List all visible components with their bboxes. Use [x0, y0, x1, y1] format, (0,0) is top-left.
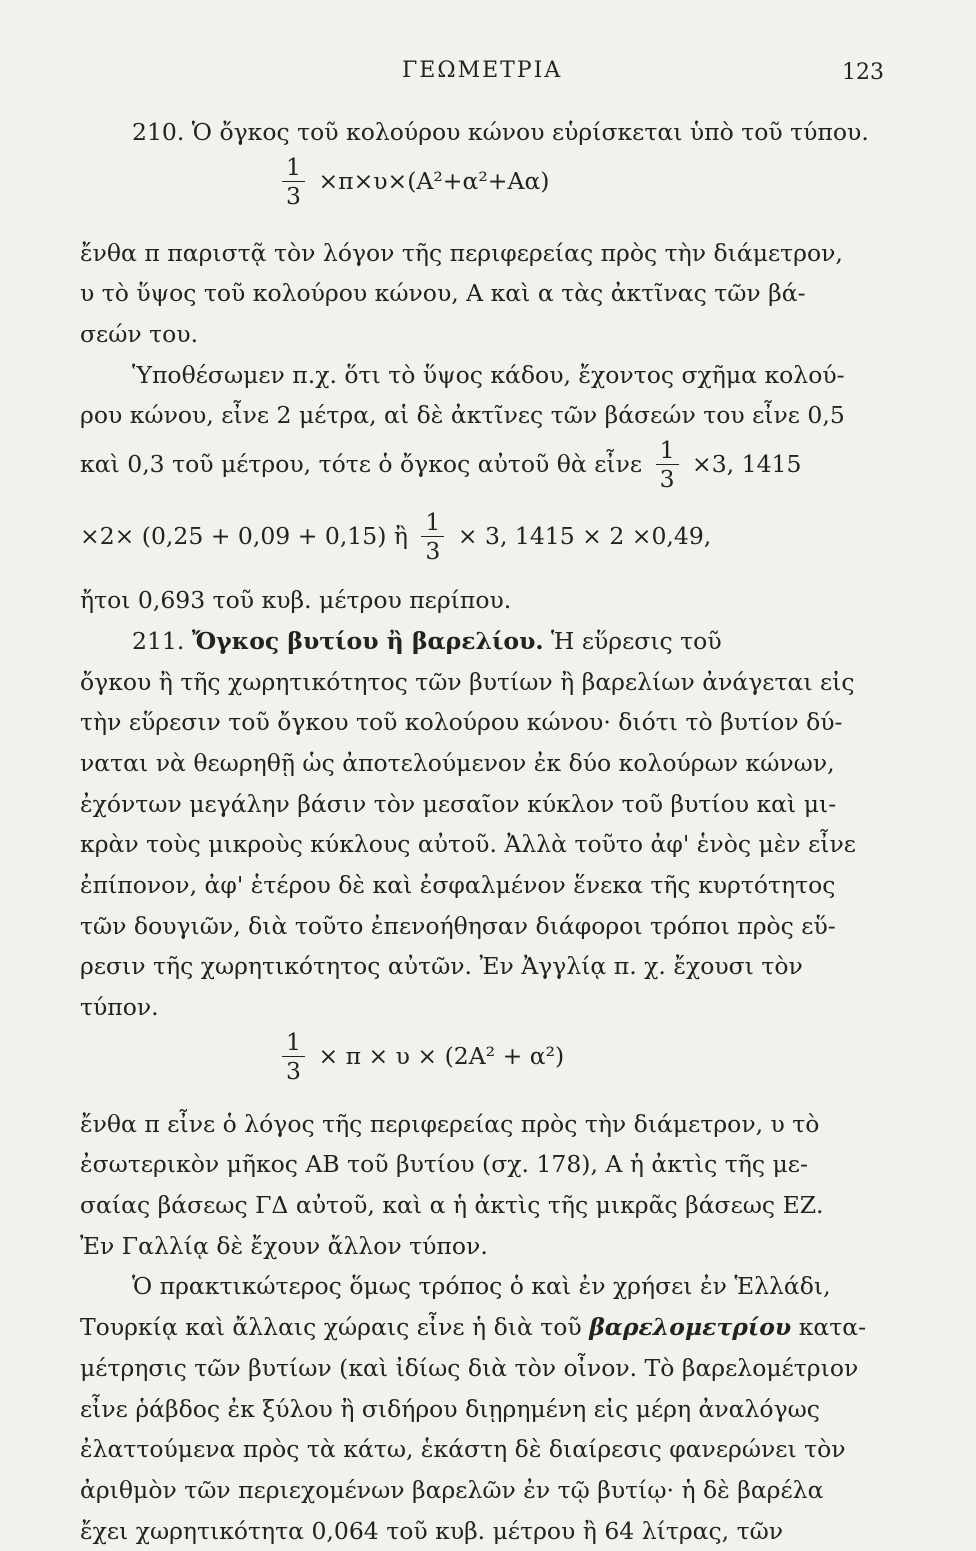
text-line: Ὑποθέσωμεν π.χ. ὅτι τὸ ὕψος κάδου, ἔχοντος σχῆμα κολού- — [132, 360, 845, 389]
text-line: σεών του. — [80, 320, 199, 349]
text-line: σαίας βάσεως ΓΔ αὐτοῦ, καὶ α ἡ ἀκτὶς τῆς μικρᾶς βάσεως ΕΖ. — [80, 1191, 824, 1220]
formula-expression: × π × υ × (2Α² + α²) — [318, 1041, 565, 1070]
text-line: υ τὸ ὕψος τοῦ κολούρου κώνου, Α καὶ α τὰς ἀκτῖνας τῶν βά- — [80, 279, 806, 308]
fraction-denominator: 3 — [286, 181, 301, 210]
text-line-with-fraction — [80, 436, 910, 508]
fraction-numerator: 1 — [421, 508, 444, 537]
text-segment: ×2× (0,25 + 0,09 + 0,15) ἢ — [80, 522, 408, 551]
section-heading-line — [80, 621, 910, 662]
text-segment: Τουρκίᾳ καὶ ἄλλαις χώραις εἶνε ἡ διὰ τοῦ — [80, 1313, 582, 1342]
text-line: ἔνθα π εἶνε ὁ λόγος τῆς περιφερείας πρὸς τὴν διάμετρον, υ τὸ — [80, 1109, 820, 1138]
page-header — [0, 58, 976, 88]
text-line: ρου κώνου, εἶνε 2 μέτρα, αἱ δὲ ἀκτῖνες τῶν βάσεών του εἶνε 0,5 — [80, 401, 845, 430]
text-segment: Ἡ εὕρεσις τοῦ — [551, 626, 722, 655]
emphasized-term: βαρελομετρίου — [589, 1313, 792, 1342]
fraction-numerator: 1 — [656, 436, 679, 465]
text-line: 210. Ὁ ὄγκος τοῦ κολούρου κώνου εὑρίσκεται ὑπὸ τοῦ τύπου. — [132, 118, 869, 146]
text-line: ἔνθα π παριστᾷ τὸν λόγον τῆς περιφερείας πρὸς τὴν διάμετρον, — [80, 238, 843, 267]
text-line: ναται νὰ θεωρηθῇ ὡς ἀποτελούμενον ἐκ δύο κολούρων κώνων, — [80, 748, 835, 777]
section-number: 211. — [132, 626, 185, 655]
text-segment: κατα- — [798, 1313, 867, 1342]
running-title: ΓΕΩΜΕΤΡΙΑ — [402, 58, 563, 83]
text-line: εἶνε ῥάβδος ἐκ ξύλου ἢ σιδήρου διῃρημένη εἰς μέρη ἀναλόγως — [80, 1394, 820, 1423]
formula-barrel-volume — [80, 1028, 910, 1104]
fraction-denominator: 3 — [659, 465, 675, 494]
text-line: ἐλαττούμενα πρὸς τὰ κάτω, ἑκάστη δὲ διαίρεσις φανερώνει τὸν — [80, 1435, 846, 1464]
fraction-denominator: 3 — [425, 537, 441, 566]
fraction-denominator: 3 — [286, 1056, 301, 1085]
text-line: τὴν εὕρεσιν τοῦ ὄγκου τοῦ κολούρου κώνου· διότι τὸ βυτίον δύ- — [80, 708, 843, 737]
text-line: τύπον. — [80, 993, 159, 1021]
text-line: ἐπίπονον, ἀφ' ἑτέρου δὲ καὶ ἐσφαλμένον ἕνεκα τῆς κυρτότητος — [80, 870, 836, 899]
fraction — [421, 508, 444, 565]
fraction-numerator: 1 — [282, 153, 305, 182]
text-line: ὄγκου ἢ τῆς χωρητικότητος τῶν βυτίων ἢ βαρελίων ἀνάγεται εἰς — [80, 667, 855, 696]
text-line: Ἐν Γαλλίᾳ δὲ ἔχουν ἄλλον τύπον. — [80, 1231, 488, 1260]
text-line: ἐσωτερικὸν μῆκος ΑΒ τοῦ βυτίου (σχ. 178), Α ἡ ἀκτὶς τῆς με- — [80, 1150, 808, 1179]
fraction — [656, 436, 679, 493]
text-line — [80, 1307, 910, 1348]
text-line: τῶν δουγιῶν, διὰ τοῦτο ἐπενοήθησαν διάφοροι τρόποι πρὸς εὕ- — [80, 911, 836, 940]
text-line: ἐχόντων μεγάλην βάσιν τὸν μεσαῖον κύκλον τοῦ βυτίου καὶ μι- — [80, 789, 837, 818]
text-line-with-fraction — [80, 508, 910, 580]
formula-frustum-volume — [80, 153, 910, 233]
section-title: Ὄγκος βυτίου ἢ βαρελίου. — [191, 626, 544, 655]
fraction-numerator: 1 — [282, 1028, 305, 1057]
text-line: Ὁ πρακτικώτερος ὅμως τρόπος ὁ καὶ ἐν χρήσει ἐν Ἑλλάδι, — [132, 1272, 831, 1301]
text-line: ἀριθμὸν τῶν περιεχομένων βαρελῶν ἐν τῷ βυτίῳ· ἡ δὲ βαρέλα — [80, 1475, 824, 1504]
text-segment: × 3, 1415 × 2 ×0,49, — [457, 522, 712, 551]
page-body — [80, 112, 910, 1551]
fraction — [282, 1028, 305, 1085]
fraction — [282, 153, 305, 210]
text-line: κρὰν τοὺς μικροὺς κύκλους αὐτοῦ. Ἀλλὰ τοῦτο ἀφ' ἑνὸς μὲν εἶνε — [80, 830, 856, 859]
text-line: ἔχει χωρητικότητα 0,064 τοῦ κυβ. μέτρου ἢ 64 λίτρας, τῶν — [80, 1516, 784, 1545]
text-line: ἤτοι 0,693 τοῦ κυβ. μέτρου περίπου. — [80, 586, 512, 615]
formula-expression: ×π×υ×(Α²+α²+Αα) — [318, 166, 550, 195]
text-line: μέτρησις τῶν βυτίων (καὶ ἰδίως διὰ τὸν οἶνον. Τὸ βαρελομέτριον — [80, 1353, 859, 1382]
text-segment: καὶ 0,3 τοῦ μέτρου, τότε ὁ ὄγκος αὐτοῦ θὰ εἶνε — [80, 450, 643, 479]
page-number: 123 — [842, 60, 884, 85]
text-segment: ×3, 1415 — [692, 450, 802, 479]
text-line: ρεσιν τῆς χωρητικότητος αὐτῶν. Ἐν Ἀγγλίᾳ π. χ. ἔχουσι τὸν — [80, 952, 803, 981]
